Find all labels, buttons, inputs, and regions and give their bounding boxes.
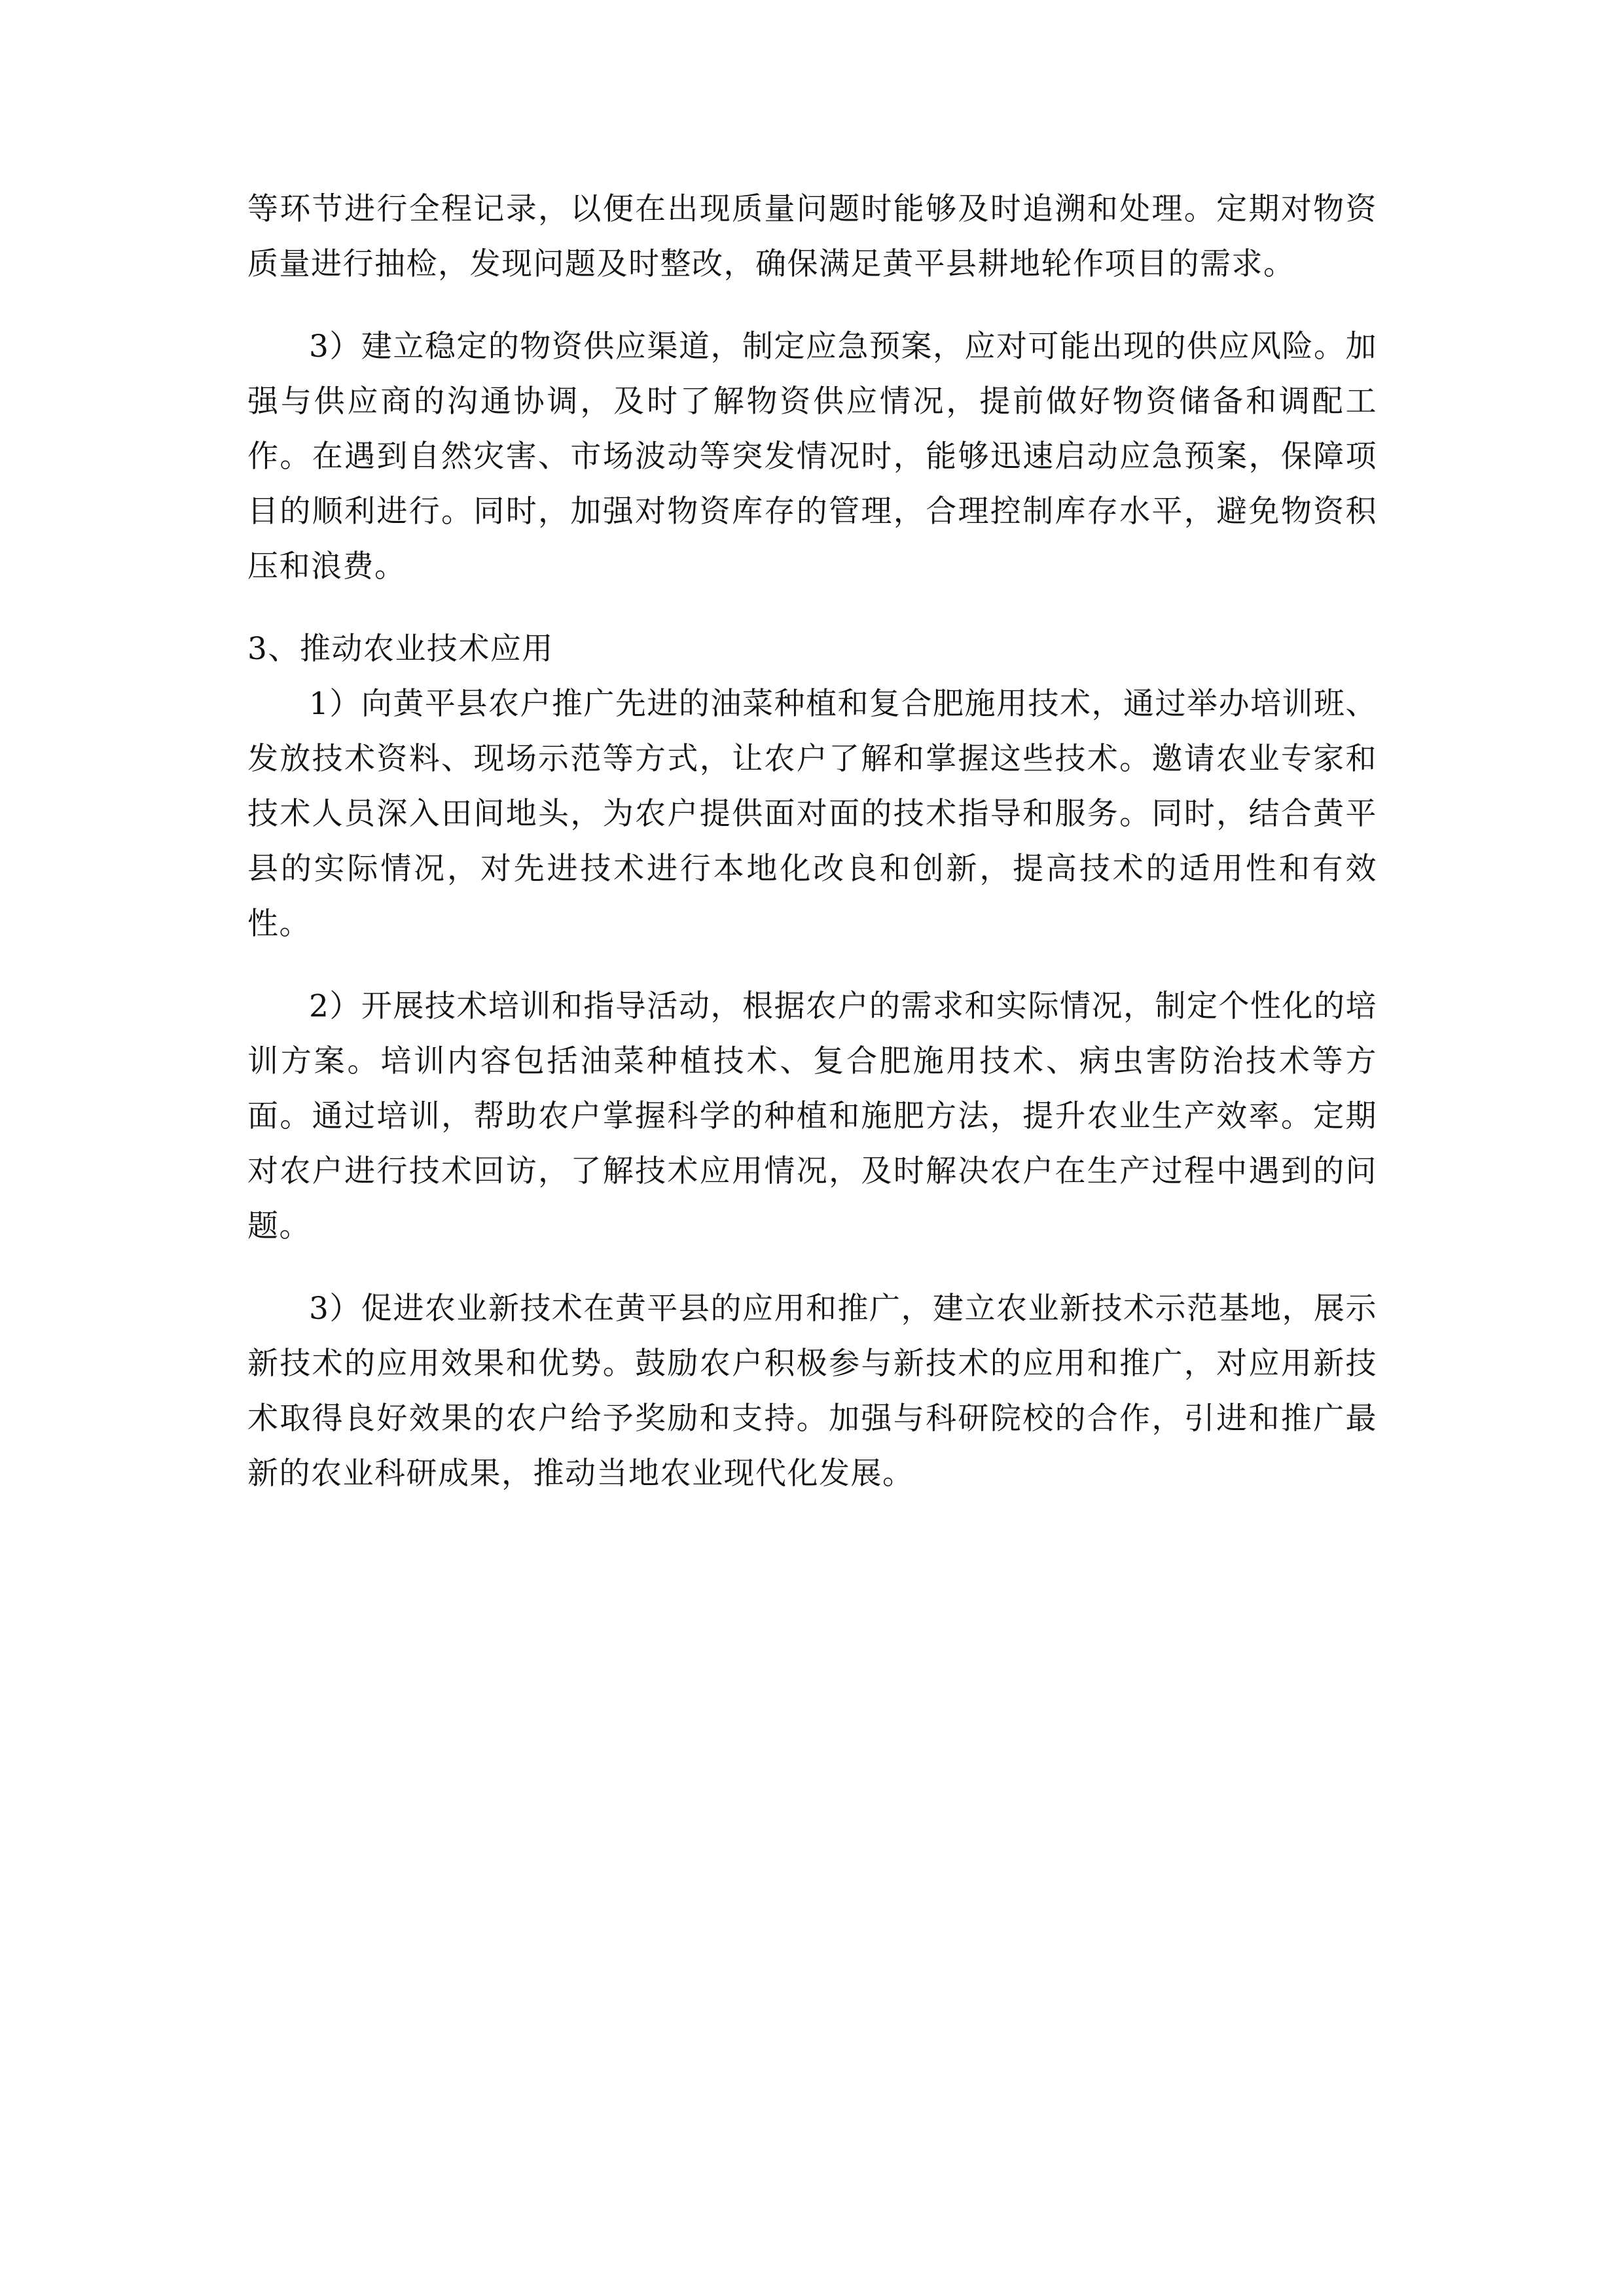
paragraph-new-tech-adoption: 3）促进农业新技术在黄平县的应用和推广，建立农业新技术示范基地，展示新技术的应用效果和优势。鼓励农户积极参与新技术的应用和推广，对应用新技术取得良好效果的农户给予奖励和支持。加强与科研院校的合作，引进和推广最新的农业科研成果，推动当地农业现代化发展。 <box>247 1291 1377 1492</box>
paragraph-continued-quality-records: 等环节进行全程记录，以便在出现质量问题时能够及时追溯和处理。定期对物资质量进行抽检，发现问题及时整改，确保满足黄平县耕地轮作项目的需求。 <box>247 191 1377 282</box>
paragraph-supply-channel: 3）建立稳定的物资供应渠道，制定应急预案，应对可能出现的供应风险。加强与供应商的沟通协调，及时了解物资供应情况，提前做好物资储备和调配工作。在遇到自然灾害、市场波动等突发情况时，能够迅速启动应急预案，保障项目的顺利进行。同时，加强对物资库存的管理，合理控制库存水平，避免物资积压和浪费。 <box>247 329 1377 584</box>
paragraph-promote-techniques: 1）向黄平县农户推广先进的油菜种植和复合肥施用技术，通过举办培训班、发放技术资料、现场示范等方式，让农户了解和掌握这些技术。邀请农业专家和技术人员深入田间地头，为农户提供面对面的技术指导和服务。同时，结合黄平县的实际情况，对先进技术进行本地化改良和创新，提高技术的适用性和有效性。 <box>247 686 1377 942</box>
paragraph-training-guidance: 2）开展技术培训和指导活动，根据农户的需求和实际情况，制定个性化的培训方案。培训内容包括油菜种植技术、复合肥施用技术、病虫害防治技术等方面。通过培训，帮助农户掌握科学的种植和施肥方法，提升农业生产效率。定期对农户进行技术回访，了解技术应用情况，及时解决农户在生产过程中遇到的问题。 <box>247 988 1377 1244</box>
document-body <box>247 182 1377 1501</box>
section-heading-agri-tech: 3、推动农业技术应用 <box>247 631 554 667</box>
